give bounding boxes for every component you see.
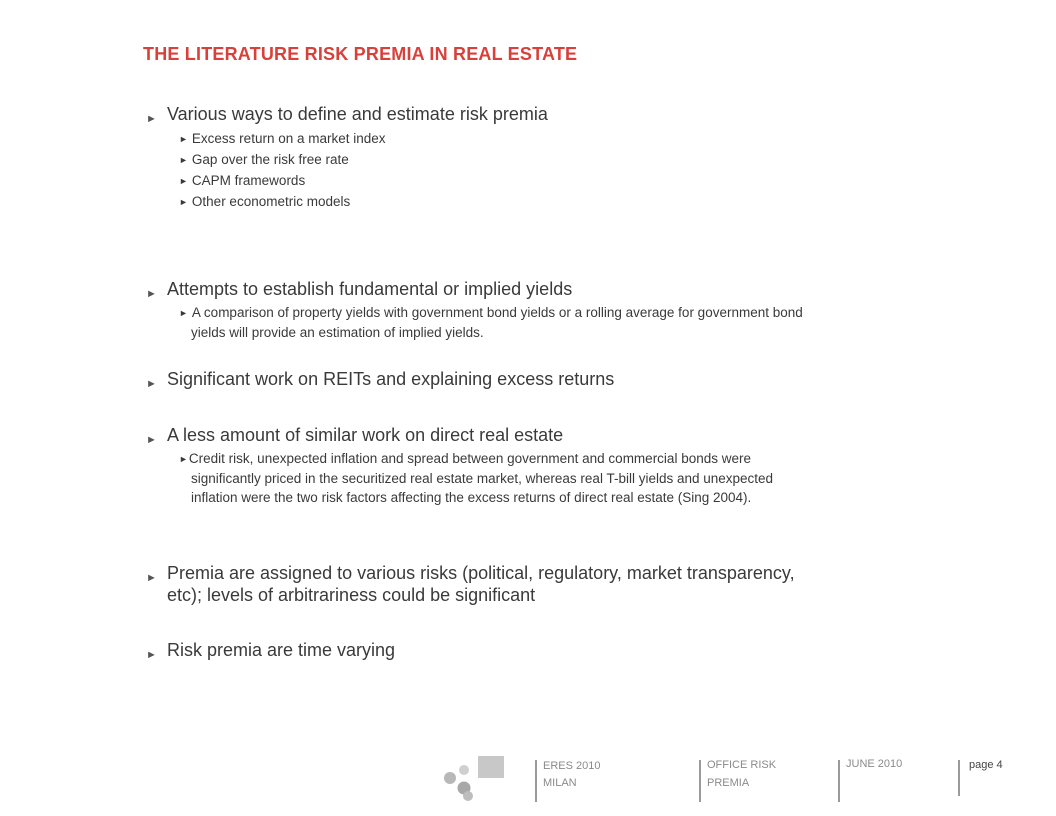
- footer-divider: [958, 760, 960, 796]
- bullet-arrow-icon: ►: [146, 288, 157, 300]
- footer-event: [543, 758, 600, 792]
- sub-bullet-arrow-icon: ►: [179, 308, 188, 318]
- bullet-arrow-icon: ►: [146, 649, 157, 661]
- sub-bullet-item: [179, 128, 924, 150]
- sub-bullet-item: [179, 191, 924, 213]
- paragraph-line: A comparison of property yields with government bond yields or a rolling average for government bond: [191, 305, 803, 320]
- page-number: page 4: [969, 759, 1003, 771]
- bullet-item: [146, 424, 926, 446]
- paragraph-line: Credit risk, unexpected inflation and spread between government and commercial bonds were: [188, 451, 751, 466]
- footer-event-line: ERES 2010: [543, 760, 601, 772]
- bullet-item: [146, 103, 926, 125]
- bullet-text-line: Premia are assigned to various risks (political, regulatory, market transparency,: [167, 563, 795, 583]
- bullet-text: Attempts to establish fundamental or implied yields: [167, 279, 573, 299]
- bullet-item: [146, 368, 926, 390]
- sub-bullet-paragraph: [179, 303, 924, 342]
- paragraph-line: significantly priced in the securitized real estate market, whereas real T-bill yields and unexpected: [191, 471, 774, 486]
- sub-bullet-text: Gap over the risk free rate: [191, 152, 349, 167]
- sub-bullet-arrow-icon: ►: [179, 454, 188, 464]
- bullet-arrow-icon: ►: [146, 113, 157, 125]
- sub-bullet-arrow-icon: ►: [179, 155, 188, 165]
- sub-bullet-arrow-icon: ►: [179, 197, 188, 207]
- footer-topic-line: OFFICE RISK: [707, 759, 777, 771]
- sub-bullet-item: [179, 149, 924, 171]
- bullet-item: [146, 562, 926, 606]
- bullet-arrow-icon: ►: [146, 434, 157, 446]
- bullet-text-line: etc); levels of arbitrariness could be significant: [167, 585, 536, 605]
- sub-bullet-arrow-icon: ►: [179, 134, 188, 144]
- company-logo: [444, 756, 504, 802]
- sub-bullet-text: Excess return on a market index: [191, 131, 386, 146]
- bullet-text: Various ways to define and estimate risk premia: [167, 104, 548, 124]
- sub-bullet-item: [179, 170, 924, 192]
- bullet-arrow-icon: ►: [146, 572, 157, 584]
- sub-bullet-paragraph: [179, 449, 924, 507]
- bullet-text: Significant work on REITs and explaining excess returns: [167, 369, 615, 389]
- footer-topic-line: PREMIA: [707, 777, 750, 789]
- bullet-item: [146, 639, 926, 661]
- bullet-item: [146, 278, 926, 300]
- paragraph-line: inflation were the two risk factors affecting the excess returns of direct real estate (Sing 2004).: [191, 490, 752, 505]
- bullet-text: Risk premia are time varying: [167, 640, 396, 660]
- slide-title: THE LITERATURE RISK PREMIA IN REAL ESTATE: [143, 44, 578, 64]
- footer-divider: [535, 760, 537, 802]
- sub-bullet-text: Other econometric models: [191, 194, 351, 209]
- footer-divider: [699, 760, 701, 802]
- footer-topic: [707, 756, 776, 792]
- footer-date: JUNE 2010: [846, 758, 903, 770]
- sub-bullet-text: CAPM framewords: [191, 173, 306, 188]
- paragraph-line: yields will provide an estimation of implied yields.: [191, 325, 484, 340]
- bullet-arrow-icon: ►: [146, 378, 157, 390]
- bullet-text: A less amount of similar work on direct real estate: [167, 425, 564, 445]
- sub-bullet-arrow-icon: ►: [179, 176, 188, 186]
- footer-event-line: MILAN: [543, 777, 577, 789]
- footer-divider: [838, 760, 840, 802]
